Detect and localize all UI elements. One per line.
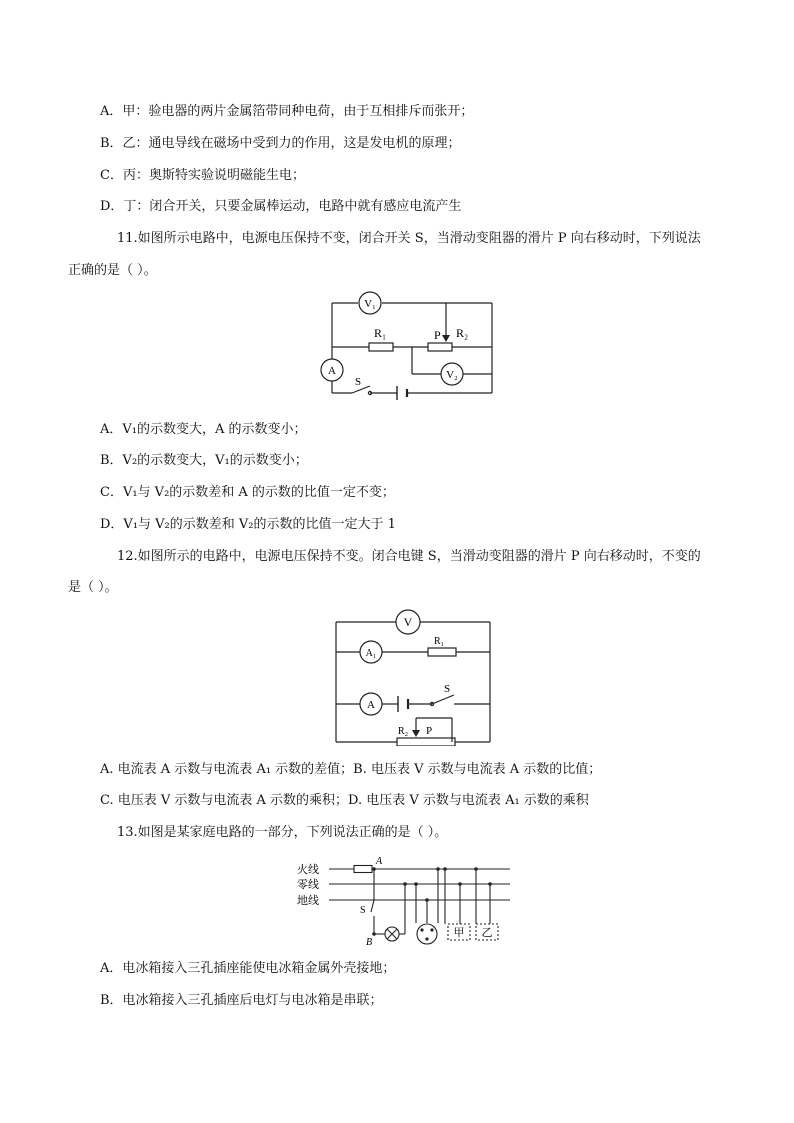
q10-option-a: A．甲：验电器的两片金属箔带同种电荷，由于互相排斥而张开； [100, 104, 474, 119]
q10-option-c: C．丙：奥斯特实验说明磁能生电； [100, 168, 305, 183]
q11-label-r1: R₁ [374, 326, 387, 340]
q13-option-b: B．电冰箱接入三孔插座后电灯与电冰箱是串联； [100, 993, 383, 1008]
q12-label-r2: R₂ [398, 726, 409, 737]
q13-stem: 13.如图是某家庭电路的一部分，下列说法正确的是（ ）。 [117, 825, 448, 840]
q12-options-cd: C. 电压表 V 示数与电流表 A 示数的乘积；D. 电压表 V 示数与电流表 A₁ 示数的乘积 [100, 793, 589, 808]
q13-label-neutral: 零线 [297, 879, 319, 891]
q10-option-d: D．丁：闭合开关，只要金属棒运动，电路中就有感应电流产生 [100, 199, 462, 214]
q11-option-b: B．V₂的示数变大，V₁的示数变小； [100, 453, 308, 468]
q11-option-d: D．V₁与 V₂的示数差和 V₂的示数的比值一定大于 1 [100, 517, 396, 532]
q13-label-s: S [360, 905, 366, 916]
q12-label-v: V [403, 615, 413, 629]
q13-option-a: A．电冰箱接入三孔插座能使电冰箱金属外壳接地； [100, 961, 396, 976]
q11-label-v1: V₁ [364, 298, 376, 310]
q12-label-a1: A₁ [365, 648, 377, 659]
q11-stem: 11.如图所示电路中，电源电压保持不变，闭合开关 S，当滑动变阻器的滑片 P 向右移动时，下列说法 [117, 231, 701, 246]
q12-stem-cont: 是（ ）。 [68, 580, 118, 595]
q12-label-s: S [444, 683, 451, 695]
q12-slider-arrow-icon [412, 730, 420, 737]
q13-label-ground: 地线 [297, 895, 319, 907]
q11-stem-cont: 正确的是（ ）。 [68, 263, 157, 278]
q12-circuit-diagram [330, 606, 498, 746]
q13-label-jia: 甲 [453, 927, 465, 939]
q13-label-live: 火线 [297, 864, 319, 876]
q11-label-s: S [355, 376, 362, 388]
q12-label-r1: R₁ [434, 636, 445, 647]
q13-label-b: B [366, 937, 373, 948]
q12-stem: 12.如图所示的电路中，电源电压保持不变。闭合电键 S，当滑动变阻器的滑片 P 向右移动时，不变的 [117, 549, 701, 564]
q11-label-p: P [434, 328, 441, 342]
q11-label-v2: V₂ [446, 369, 458, 381]
q10-option-b: B．乙：通电导线在磁场中受到力的作用，这是发电机的原理； [100, 136, 461, 151]
q12-label-a: A [367, 699, 375, 711]
q11-label-r2: R₂ [456, 326, 469, 340]
q11-option-a: A．V₁的示数变大，A 的示数变小； [100, 422, 307, 437]
q11-label-a: A [328, 365, 336, 377]
q12-label-p: P [426, 725, 433, 737]
q13-label-a: A [376, 856, 383, 867]
q11-circuit-diagram [312, 290, 502, 406]
q13-three-pin-socket-icon [417, 924, 437, 944]
q11-option-c: C．V₁与 V₂的示数差和 A 的示数的比值一定不变； [100, 485, 395, 500]
q13-household-circuit-diagram [296, 852, 516, 948]
q13-label-yi: 乙 [481, 927, 493, 939]
q12-options-ab: A. 电流表 A 示数与电流表 A₁ 示数的差值；B. 电压表 V 示数与电流表 A 示数的比值； [100, 762, 602, 777]
q11-slider-arrow-icon [442, 335, 450, 342]
